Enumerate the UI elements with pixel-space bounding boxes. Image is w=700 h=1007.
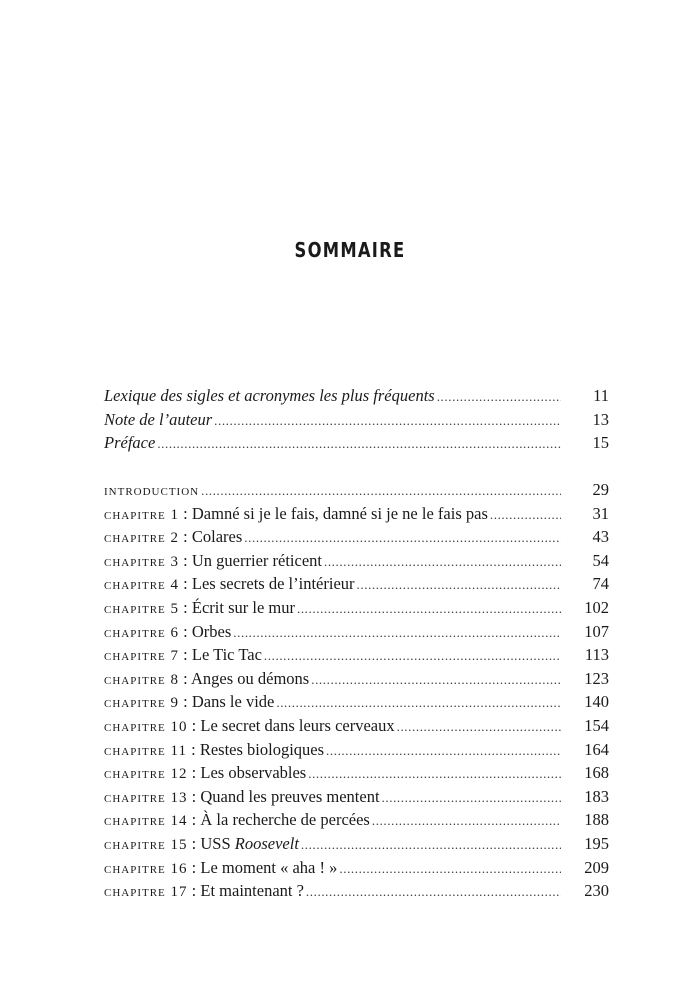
entry-label — [104, 832, 299, 858]
chapter-prefix: chapitre 5 — [104, 600, 180, 617]
page-number: 188 — [584, 810, 609, 830]
entry-label — [104, 690, 274, 716]
chapter-title: Quand les preuves mentent — [200, 786, 380, 806]
page-number: 164 — [584, 739, 609, 759]
entry-label — [104, 856, 337, 882]
toc-entry-chapter[interactable] — [104, 525, 609, 549]
chapter-prefix: chapitre 6 — [104, 624, 180, 641]
dot-leader — [311, 668, 561, 692]
toc-chapters — [104, 478, 609, 903]
toc-entry-chapter[interactable] — [104, 856, 609, 880]
dot-leader — [382, 786, 561, 810]
page-title: SOMMAIRE — [294, 238, 406, 262]
page-number: 11 — [593, 386, 609, 405]
page-number: 154 — [584, 715, 609, 735]
page-number: 107 — [584, 621, 609, 641]
dot-leader — [301, 833, 561, 857]
toc-entry-preface[interactable] — [104, 431, 609, 455]
page-number: 31 — [592, 503, 609, 523]
chapter-prefix: chapitre 13 — [104, 789, 188, 806]
page-number: 209 — [584, 857, 609, 877]
chapter-separator: : — [187, 763, 201, 783]
entry-label: Préface — [104, 433, 156, 453]
chapter-separator: : — [179, 597, 192, 617]
chapter-title: Anges ou démons — [190, 668, 310, 688]
chapter-title: Les observables — [200, 763, 307, 783]
chapter-separator: : — [179, 692, 192, 712]
page-number: 54 — [592, 550, 609, 570]
chapter-separator: : — [187, 786, 201, 806]
chapter-separator: : — [179, 668, 191, 688]
chapter-title: Le secret dans leurs cerveaux — [200, 715, 395, 735]
page-number: 43 — [592, 527, 609, 547]
chapter-title: À la recherche de percées — [200, 810, 370, 830]
chapter-title: Colares — [191, 527, 243, 547]
chapter-prefix: chapitre 12 — [104, 766, 188, 783]
toc-front-matter — [104, 384, 609, 455]
entry-label — [104, 808, 370, 834]
chapter-separator: : — [187, 857, 201, 877]
page-number: 102 — [584, 597, 609, 617]
toc-entry-chapter[interactable] — [104, 738, 609, 762]
dot-leader — [264, 644, 561, 668]
toc-entry-chapter[interactable] — [104, 502, 609, 526]
toc-entry-introduction[interactable] — [104, 478, 609, 502]
chapter-separator: : — [187, 833, 201, 853]
chapter-prefix: chapitre 3 — [104, 553, 180, 570]
page-number: 183 — [584, 786, 609, 806]
chapter-title: Les secrets de l’intérieur — [191, 574, 355, 594]
chapter-prefix: chapitre 2 — [104, 530, 180, 547]
dot-leader — [214, 409, 561, 433]
page-number: 15 — [592, 433, 609, 453]
entry-label — [104, 596, 295, 622]
chapter-prefix: chapitre 15 — [104, 836, 188, 853]
toc-entry-chapter[interactable] — [104, 549, 609, 573]
dot-leader — [397, 715, 561, 739]
toc-entry-chapter[interactable] — [104, 785, 609, 809]
entry-label — [104, 549, 322, 575]
chapter-prefix: chapitre 14 — [104, 813, 188, 830]
page-number: 168 — [584, 763, 609, 783]
chapter-separator: : — [186, 739, 200, 759]
page-number: 29 — [592, 480, 609, 499]
page-number: 123 — [584, 668, 609, 688]
dot-leader — [306, 880, 561, 904]
page-number: 140 — [584, 692, 609, 712]
entry-label — [104, 761, 306, 787]
dot-leader — [201, 479, 561, 503]
entry-label: Lexique des sigles et acronymes les plus fréquents — [104, 386, 435, 405]
chapter-prefix: chapitre 8 — [104, 671, 180, 688]
toc-entry-chapter[interactable] — [104, 572, 609, 596]
toc-entry-chapter[interactable] — [104, 832, 609, 856]
chapter-separator: : — [179, 550, 192, 570]
toc-entry-chapter[interactable] — [104, 761, 609, 785]
chapter-title: Un guerrier réticent — [191, 550, 322, 570]
toc-entry-chapter[interactable] — [104, 643, 609, 667]
dot-leader — [308, 762, 561, 786]
entry-label: Note de l’auteur — [104, 409, 213, 429]
entry-label — [104, 502, 488, 528]
chapter-prefix: chapitre 4 — [104, 577, 180, 594]
dot-leader — [324, 550, 561, 574]
toc-entry-chapter[interactable] — [104, 667, 609, 691]
chapter-list — [104, 502, 609, 903]
page-number: 230 — [584, 881, 609, 901]
chapter-prefix: chapitre 10 — [104, 718, 188, 735]
toc-entry-chapter[interactable] — [104, 690, 609, 714]
chapter-title: Dans le vide — [191, 692, 275, 712]
toc-entry-lexique[interactable] — [104, 384, 609, 408]
entry-label: introduction — [104, 483, 200, 499]
toc-entry-chapter[interactable] — [104, 808, 609, 832]
chapter-separator: : — [179, 527, 192, 547]
entry-label — [104, 643, 262, 669]
dot-leader — [233, 621, 561, 645]
chapter-title: Le Tic Tac — [191, 645, 262, 665]
chapter-separator: : — [187, 810, 201, 830]
dot-leader — [490, 503, 561, 527]
chapter-title: Restes biologiques — [199, 739, 325, 759]
dot-leader — [339, 857, 561, 881]
chapter-title: Le moment « aha ! » — [200, 857, 338, 877]
toc-entry-chapter[interactable] — [104, 879, 609, 903]
chapter-title-italic: Roosevelt — [234, 833, 299, 853]
page-number: 113 — [584, 645, 609, 665]
chapter-prefix: chapitre 11 — [104, 742, 187, 759]
chapter-separator: : — [179, 574, 192, 594]
page-number: 13 — [592, 409, 609, 429]
dot-leader — [437, 385, 561, 409]
chapter-prefix: chapitre 1 — [104, 506, 180, 523]
toc-entry-chapter[interactable] — [104, 714, 609, 738]
entry-label — [104, 620, 231, 646]
toc-entry-note-auteur[interactable] — [104, 408, 609, 432]
toc-entry-chapter[interactable] — [104, 596, 609, 620]
chapter-prefix: chapitre 17 — [104, 884, 188, 901]
entry-label — [104, 714, 395, 740]
chapter-prefix: chapitre 16 — [104, 860, 188, 877]
chapter-title: Orbes — [191, 621, 232, 641]
dot-leader — [157, 432, 561, 456]
entry-label — [104, 667, 309, 693]
dot-leader — [276, 691, 561, 715]
entry-label — [104, 785, 380, 811]
page-number: 74 — [592, 574, 609, 594]
chapter-title: USS — [200, 833, 235, 853]
entry-label — [104, 738, 324, 764]
chapter-title: Écrit sur le mur — [191, 597, 295, 617]
dot-leader — [244, 526, 561, 550]
page-number: 195 — [584, 833, 609, 853]
chapter-separator: : — [187, 715, 201, 735]
entry-label — [104, 572, 355, 598]
chapter-separator: : — [179, 621, 192, 641]
dot-leader — [326, 739, 561, 763]
chapter-prefix: chapitre 9 — [104, 695, 180, 712]
chapter-separator: : — [179, 645, 192, 665]
chapter-separator: : — [187, 881, 201, 901]
chapter-title: Et maintenant ? — [200, 881, 304, 901]
chapter-separator: : — [179, 503, 192, 523]
toc-entry-chapter[interactable] — [104, 620, 609, 644]
dot-leader — [372, 809, 561, 833]
entry-label — [104, 879, 304, 905]
entry-label — [104, 525, 242, 551]
chapter-prefix: chapitre 7 — [104, 648, 180, 665]
chapter-title: Damné si je le fais, damné si je ne le fais pas — [191, 503, 488, 523]
dot-leader — [357, 573, 561, 597]
dot-leader — [297, 597, 561, 621]
